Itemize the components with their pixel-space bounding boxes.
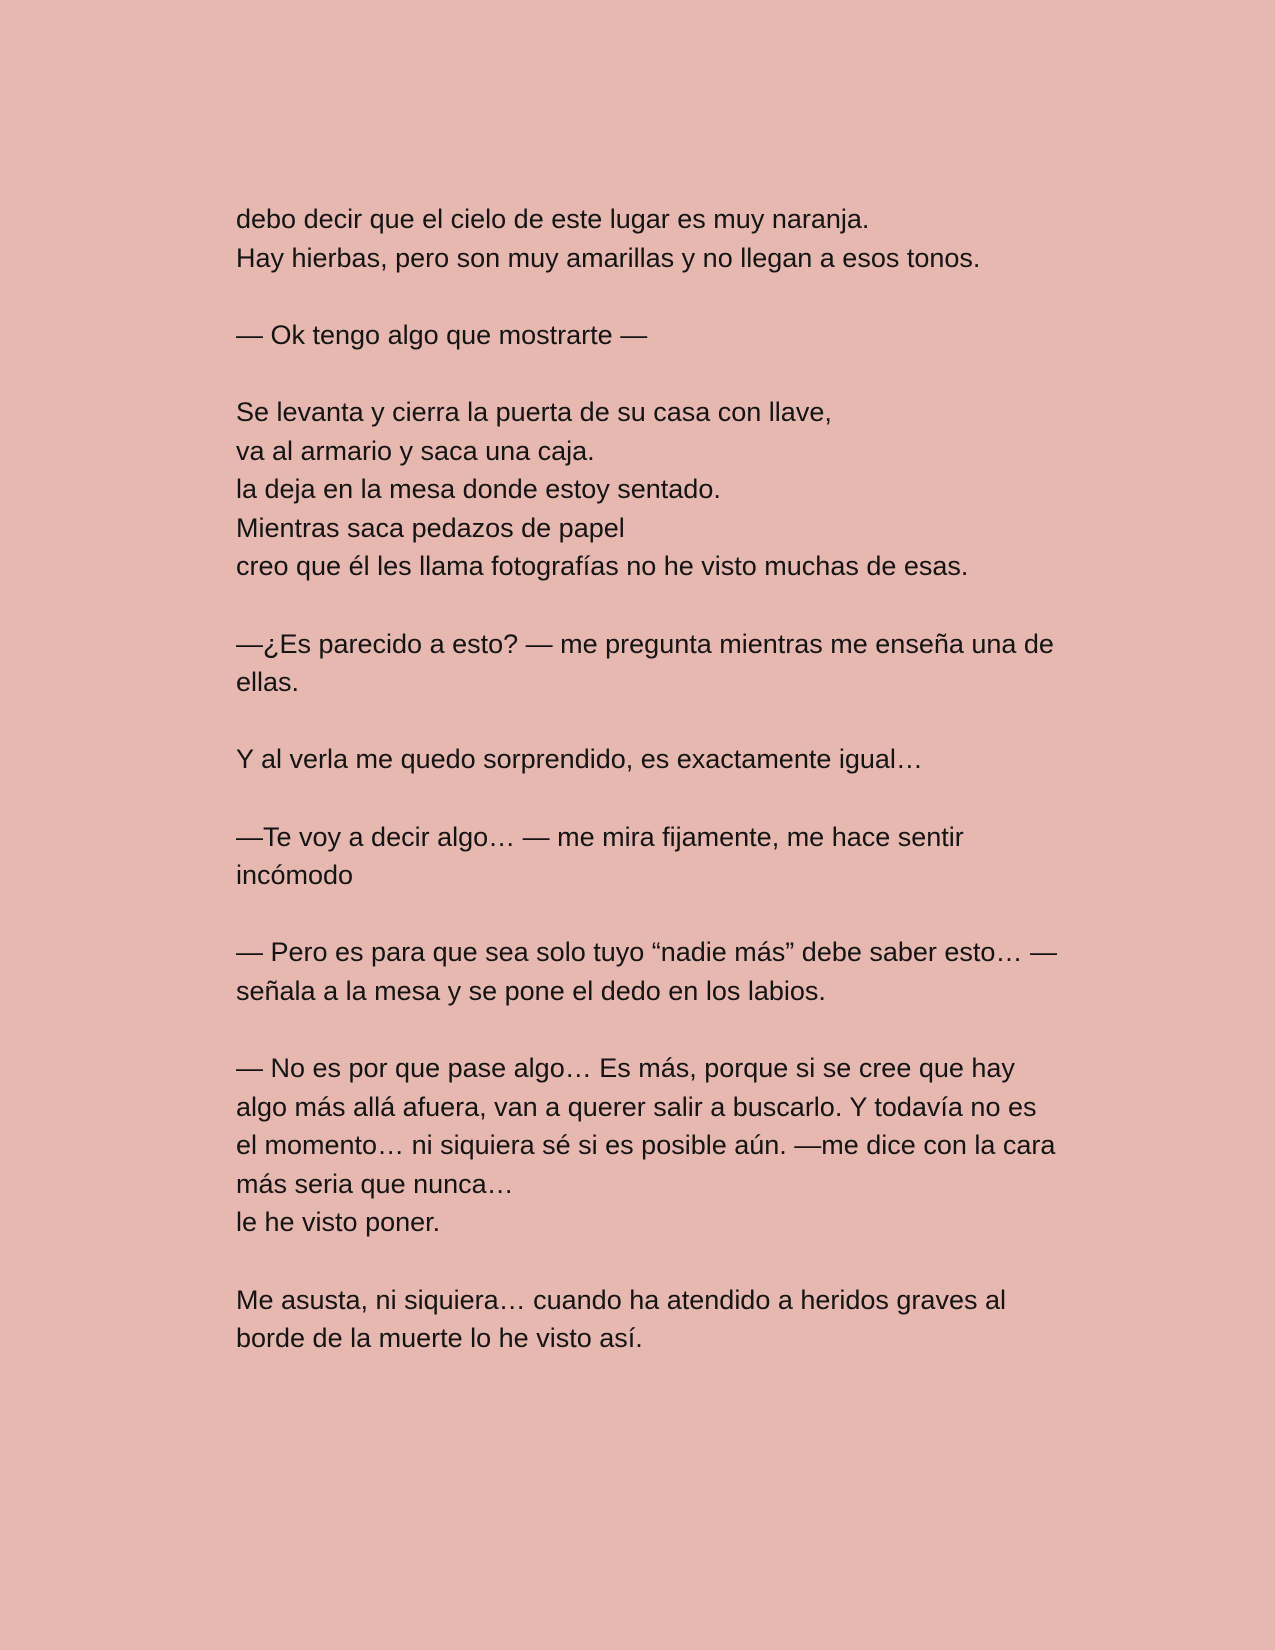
paragraph-5 xyxy=(236,740,1156,779)
paragraph-2 xyxy=(236,316,1156,355)
text-line: — No es por que pase algo… Es más, porque si se cree que hay xyxy=(236,1053,1015,1084)
text-line: Mientras saca pedazos de papel xyxy=(236,512,625,543)
text-line: —Te voy a decir algo… — me mira fijamente, me hace sentir xyxy=(236,821,964,852)
text-line: —¿Es parecido a esto? — me pregunta mientras me enseña una de xyxy=(236,628,1054,659)
text-line: más seria que nunca… xyxy=(236,1168,514,1199)
paragraph-7 xyxy=(236,933,1156,1010)
text-line: creo que él les llama fotografías no he visto muchas de esas. xyxy=(236,551,969,582)
text-line: Se levanta y cierra la puerta de su casa con llave, xyxy=(236,396,832,427)
paragraph-6 xyxy=(236,818,1156,895)
text-line: le he visto poner. xyxy=(236,1207,441,1238)
text-line: Me asusta, ni siquiera… cuando ha atendido a heridos graves al xyxy=(236,1284,1006,1315)
text-line: el momento… ni siquiera sé si es posible aún. —me dice con la cara xyxy=(236,1130,1056,1161)
document-page xyxy=(236,200,1156,1396)
text-line: borde de la muerte lo he visto así. xyxy=(236,1323,643,1354)
text-line: algo más allá afuera, van a querer salir a buscarlo. Y todavía no es xyxy=(236,1091,1037,1122)
text-line: debo decir que el cielo de este lugar es muy naranja. xyxy=(236,204,870,234)
text-line: Hay hierbas, pero son muy amarillas y no llegan a esos tonos. xyxy=(236,242,981,273)
text-line: — Pero es para que sea solo tuyo “nadie más” debe saber esto… — xyxy=(236,937,1057,968)
text-line: — Ok tengo algo que mostrarte — xyxy=(236,319,648,350)
text-line: ellas. xyxy=(236,667,300,698)
paragraph-8 xyxy=(236,1049,1156,1242)
paragraph-4 xyxy=(236,625,1156,702)
paragraph-3 xyxy=(236,393,1156,586)
text-line: Y al verla me quedo sorprendido, es exactamente igual… xyxy=(236,744,923,775)
text-line: señala a la mesa y se pone el dedo en los labios. xyxy=(236,975,826,1006)
text-line: va al armario y saca una caja. xyxy=(236,435,595,466)
text-line: incómodo xyxy=(236,860,354,891)
paragraph-9 xyxy=(236,1281,1156,1358)
text-line: la deja en la mesa donde estoy sentado. xyxy=(236,474,721,505)
paragraph-1 xyxy=(236,200,1156,277)
